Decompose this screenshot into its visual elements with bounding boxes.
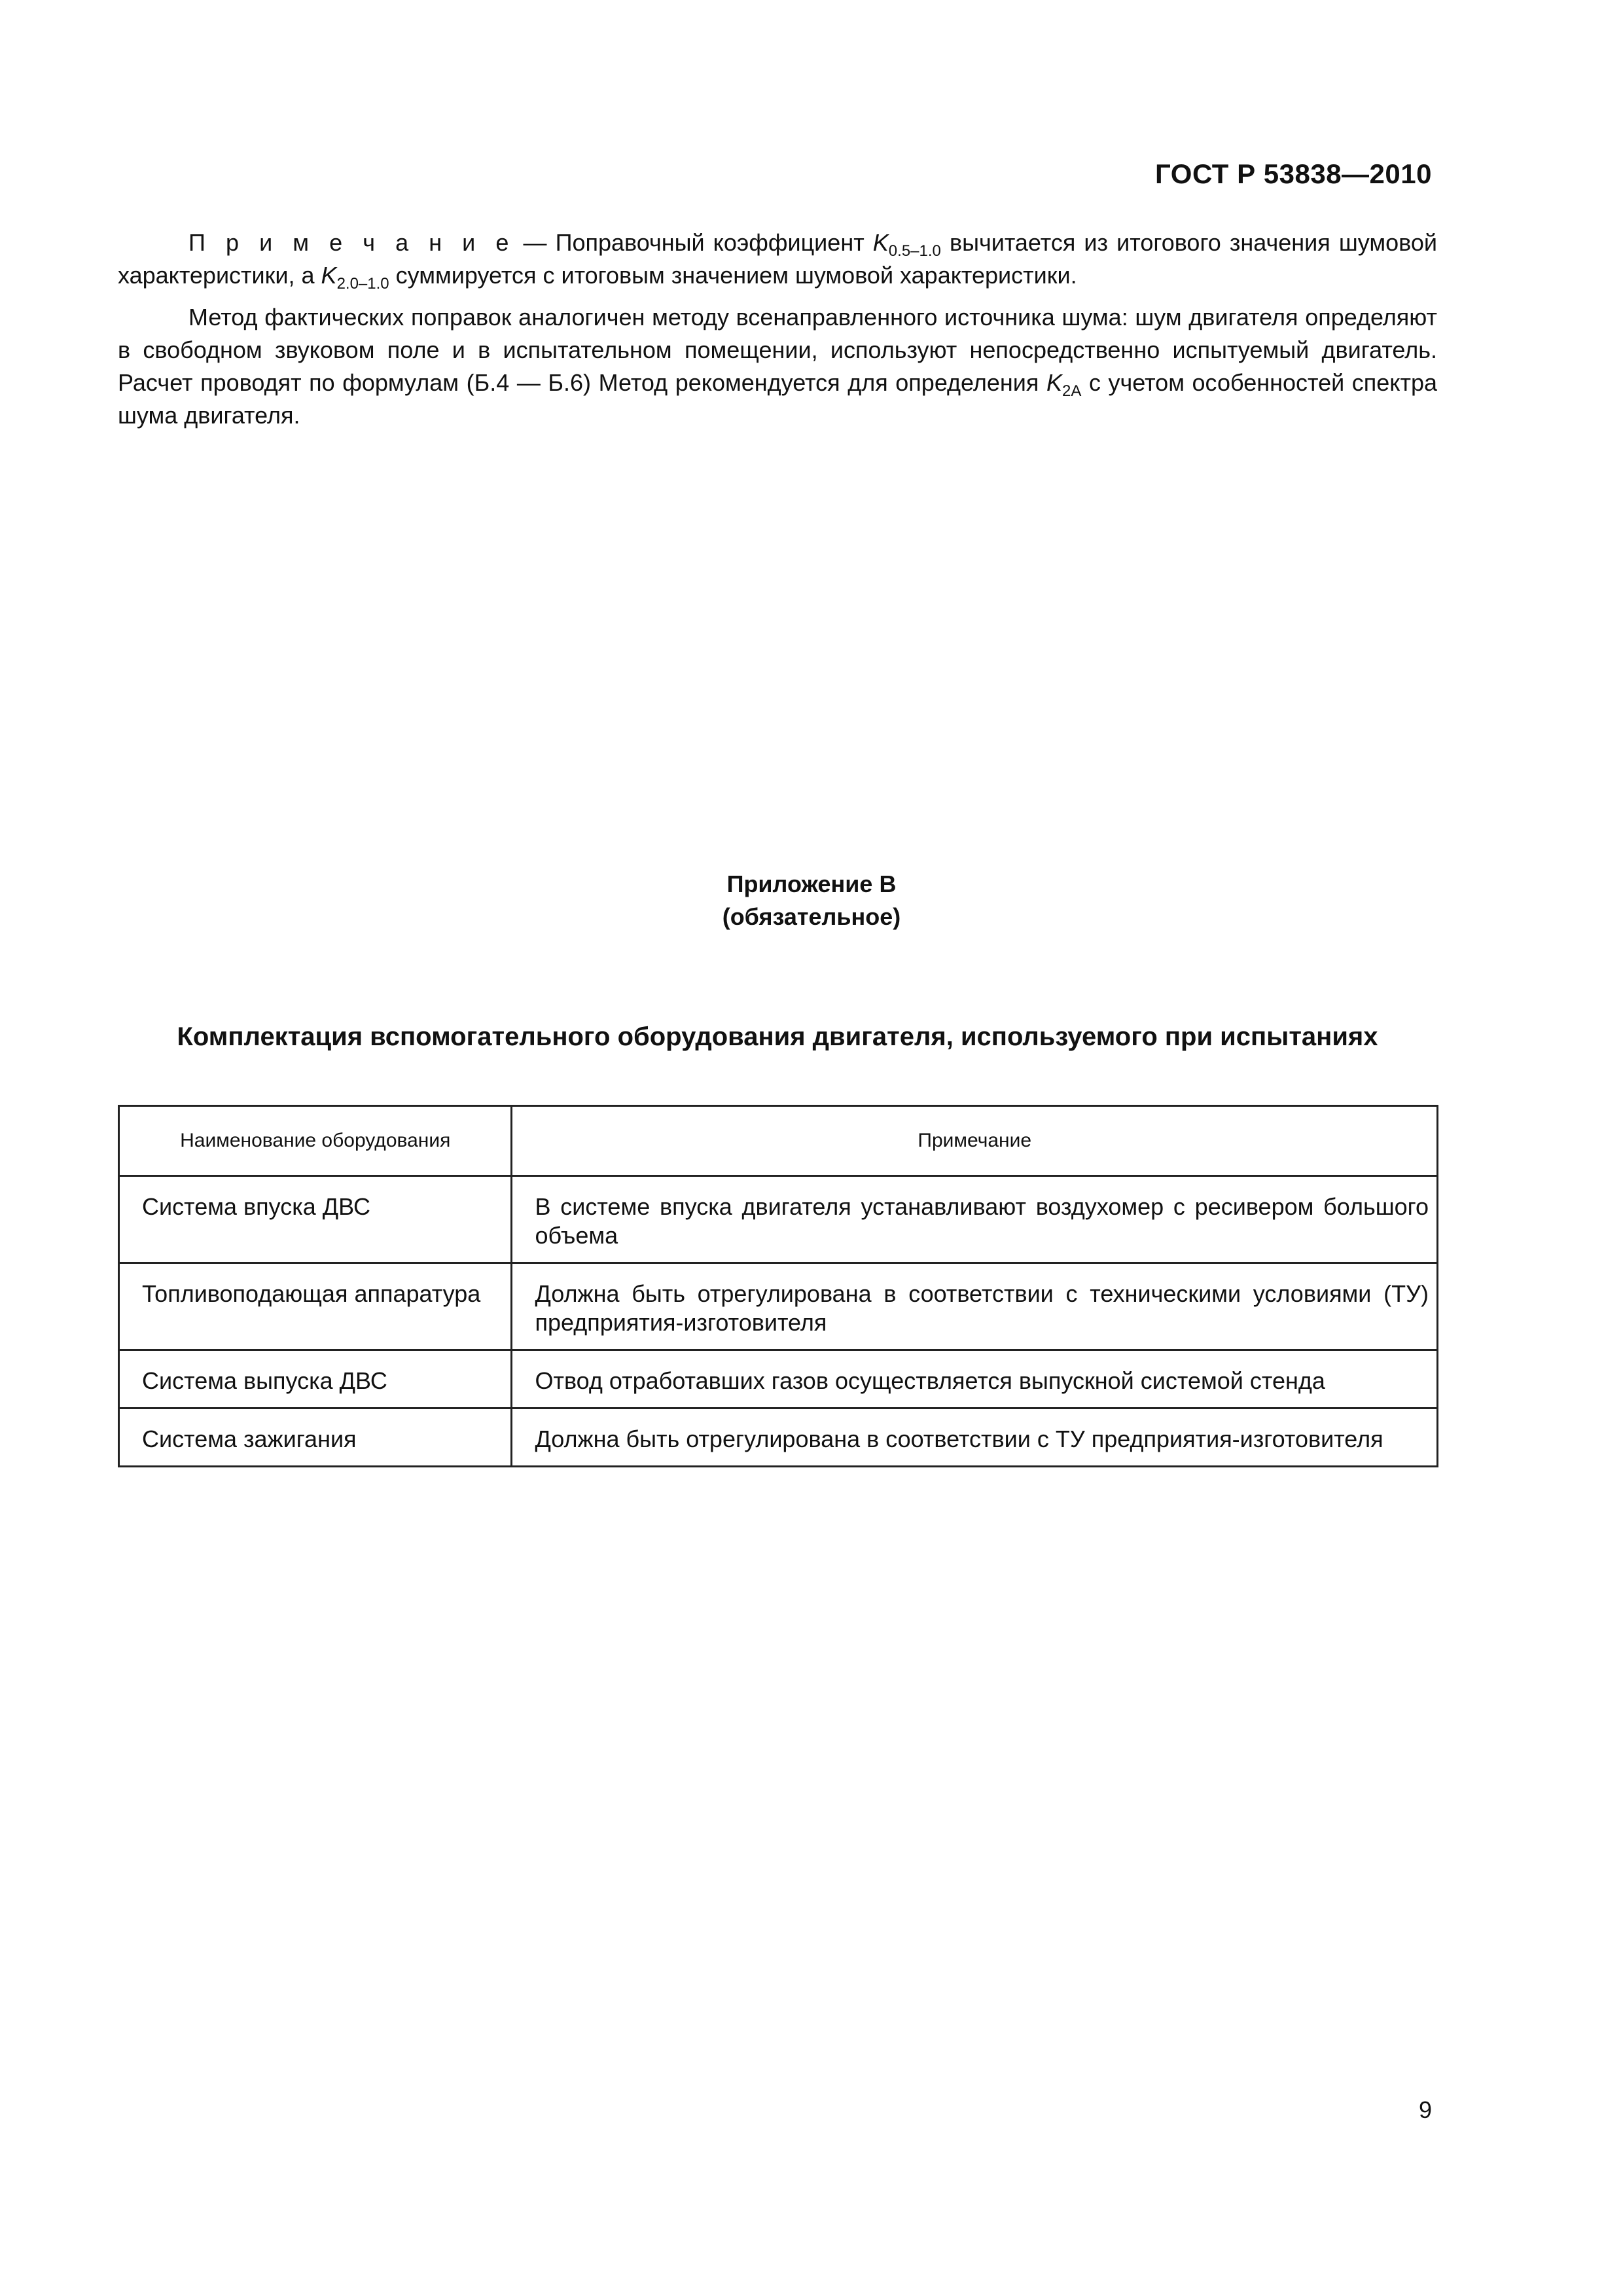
equipment-note-cell: В системе впуска двигателя устанавливают воздухомер с ресивером большого объема — [512, 1176, 1438, 1263]
coefficient-subscript: 0.5–1.0 — [888, 242, 941, 260]
equipment-note-cell: Должна быть отрегулирована в соответствии с техническими условиями (ТУ) предприятия-изготовителя — [512, 1263, 1438, 1350]
coefficient-symbol: K — [1046, 369, 1062, 396]
table-header-row — [119, 1106, 1438, 1176]
table-row — [119, 1350, 1438, 1408]
coefficient-subscript: 2.0–1.0 — [336, 275, 389, 293]
column-header-note: Примечание — [512, 1106, 1438, 1176]
note-text-1: Поправочный коэффициент — [555, 229, 873, 256]
equipment-name-cell: Топливоподающая аппаратура — [119, 1263, 512, 1350]
note-text-2: вычитается из итогового значения шумовой характеристики, а — [118, 229, 1437, 289]
method-paragraph — [118, 301, 1437, 432]
note-label: П р и м е ч а н и е — [188, 229, 515, 256]
note-dash: — — [514, 229, 556, 256]
equipment-note-cell: Должна быть отрегулирована в соответствии с ТУ предприятия-изготовителя — [512, 1408, 1438, 1467]
equipment-table — [118, 1105, 1438, 1467]
coefficient-symbol: K — [872, 229, 889, 256]
equipment-name-cell: Система впуска ДВС — [119, 1176, 512, 1263]
equipment-name-cell: Система зажигания — [119, 1408, 512, 1467]
appendix-title: Приложение В — [726, 870, 897, 897]
appendix-status: (обязательное) — [722, 903, 901, 930]
document-code: ГОСТ Р 53838—2010 — [1155, 158, 1432, 189]
note-text-3: суммируется с итоговым значением шумовой характеристики. — [389, 262, 1077, 289]
method-text-1: Метод фактических поправок аналогичен методу всенаправленного источника шума: шум двигателя определяют в свободном звуковом поле и в испытательном помещении, используют непосредственно испытуемый двигатель. Расчет проводят по формулам (Б.4 — Б.6) Метод рекомендуется для определения — [118, 304, 1437, 396]
equipment-name-cell: Система выпуска ДВС — [119, 1350, 512, 1408]
column-header-name: Наименование оборудования — [119, 1106, 512, 1176]
table-row — [119, 1263, 1438, 1350]
section-title: Комплектация вспомогательного оборудования двигателя, используемого при испытаниях — [177, 1022, 1378, 1051]
appendix-heading — [0, 868, 1623, 933]
method-text-2: с учетом особенностей спектра шума двигателя. — [118, 369, 1437, 429]
table-row — [119, 1408, 1438, 1467]
coefficient-symbol: K — [321, 262, 337, 289]
coefficient-subscript: 2A — [1062, 382, 1082, 400]
page-number: 9 — [1418, 2096, 1432, 2123]
equipment-note-cell: Отвод отработавших газов осуществляется выпускной системой стенда — [512, 1350, 1438, 1408]
note-paragraph — [118, 226, 1437, 292]
table-row — [119, 1176, 1438, 1263]
